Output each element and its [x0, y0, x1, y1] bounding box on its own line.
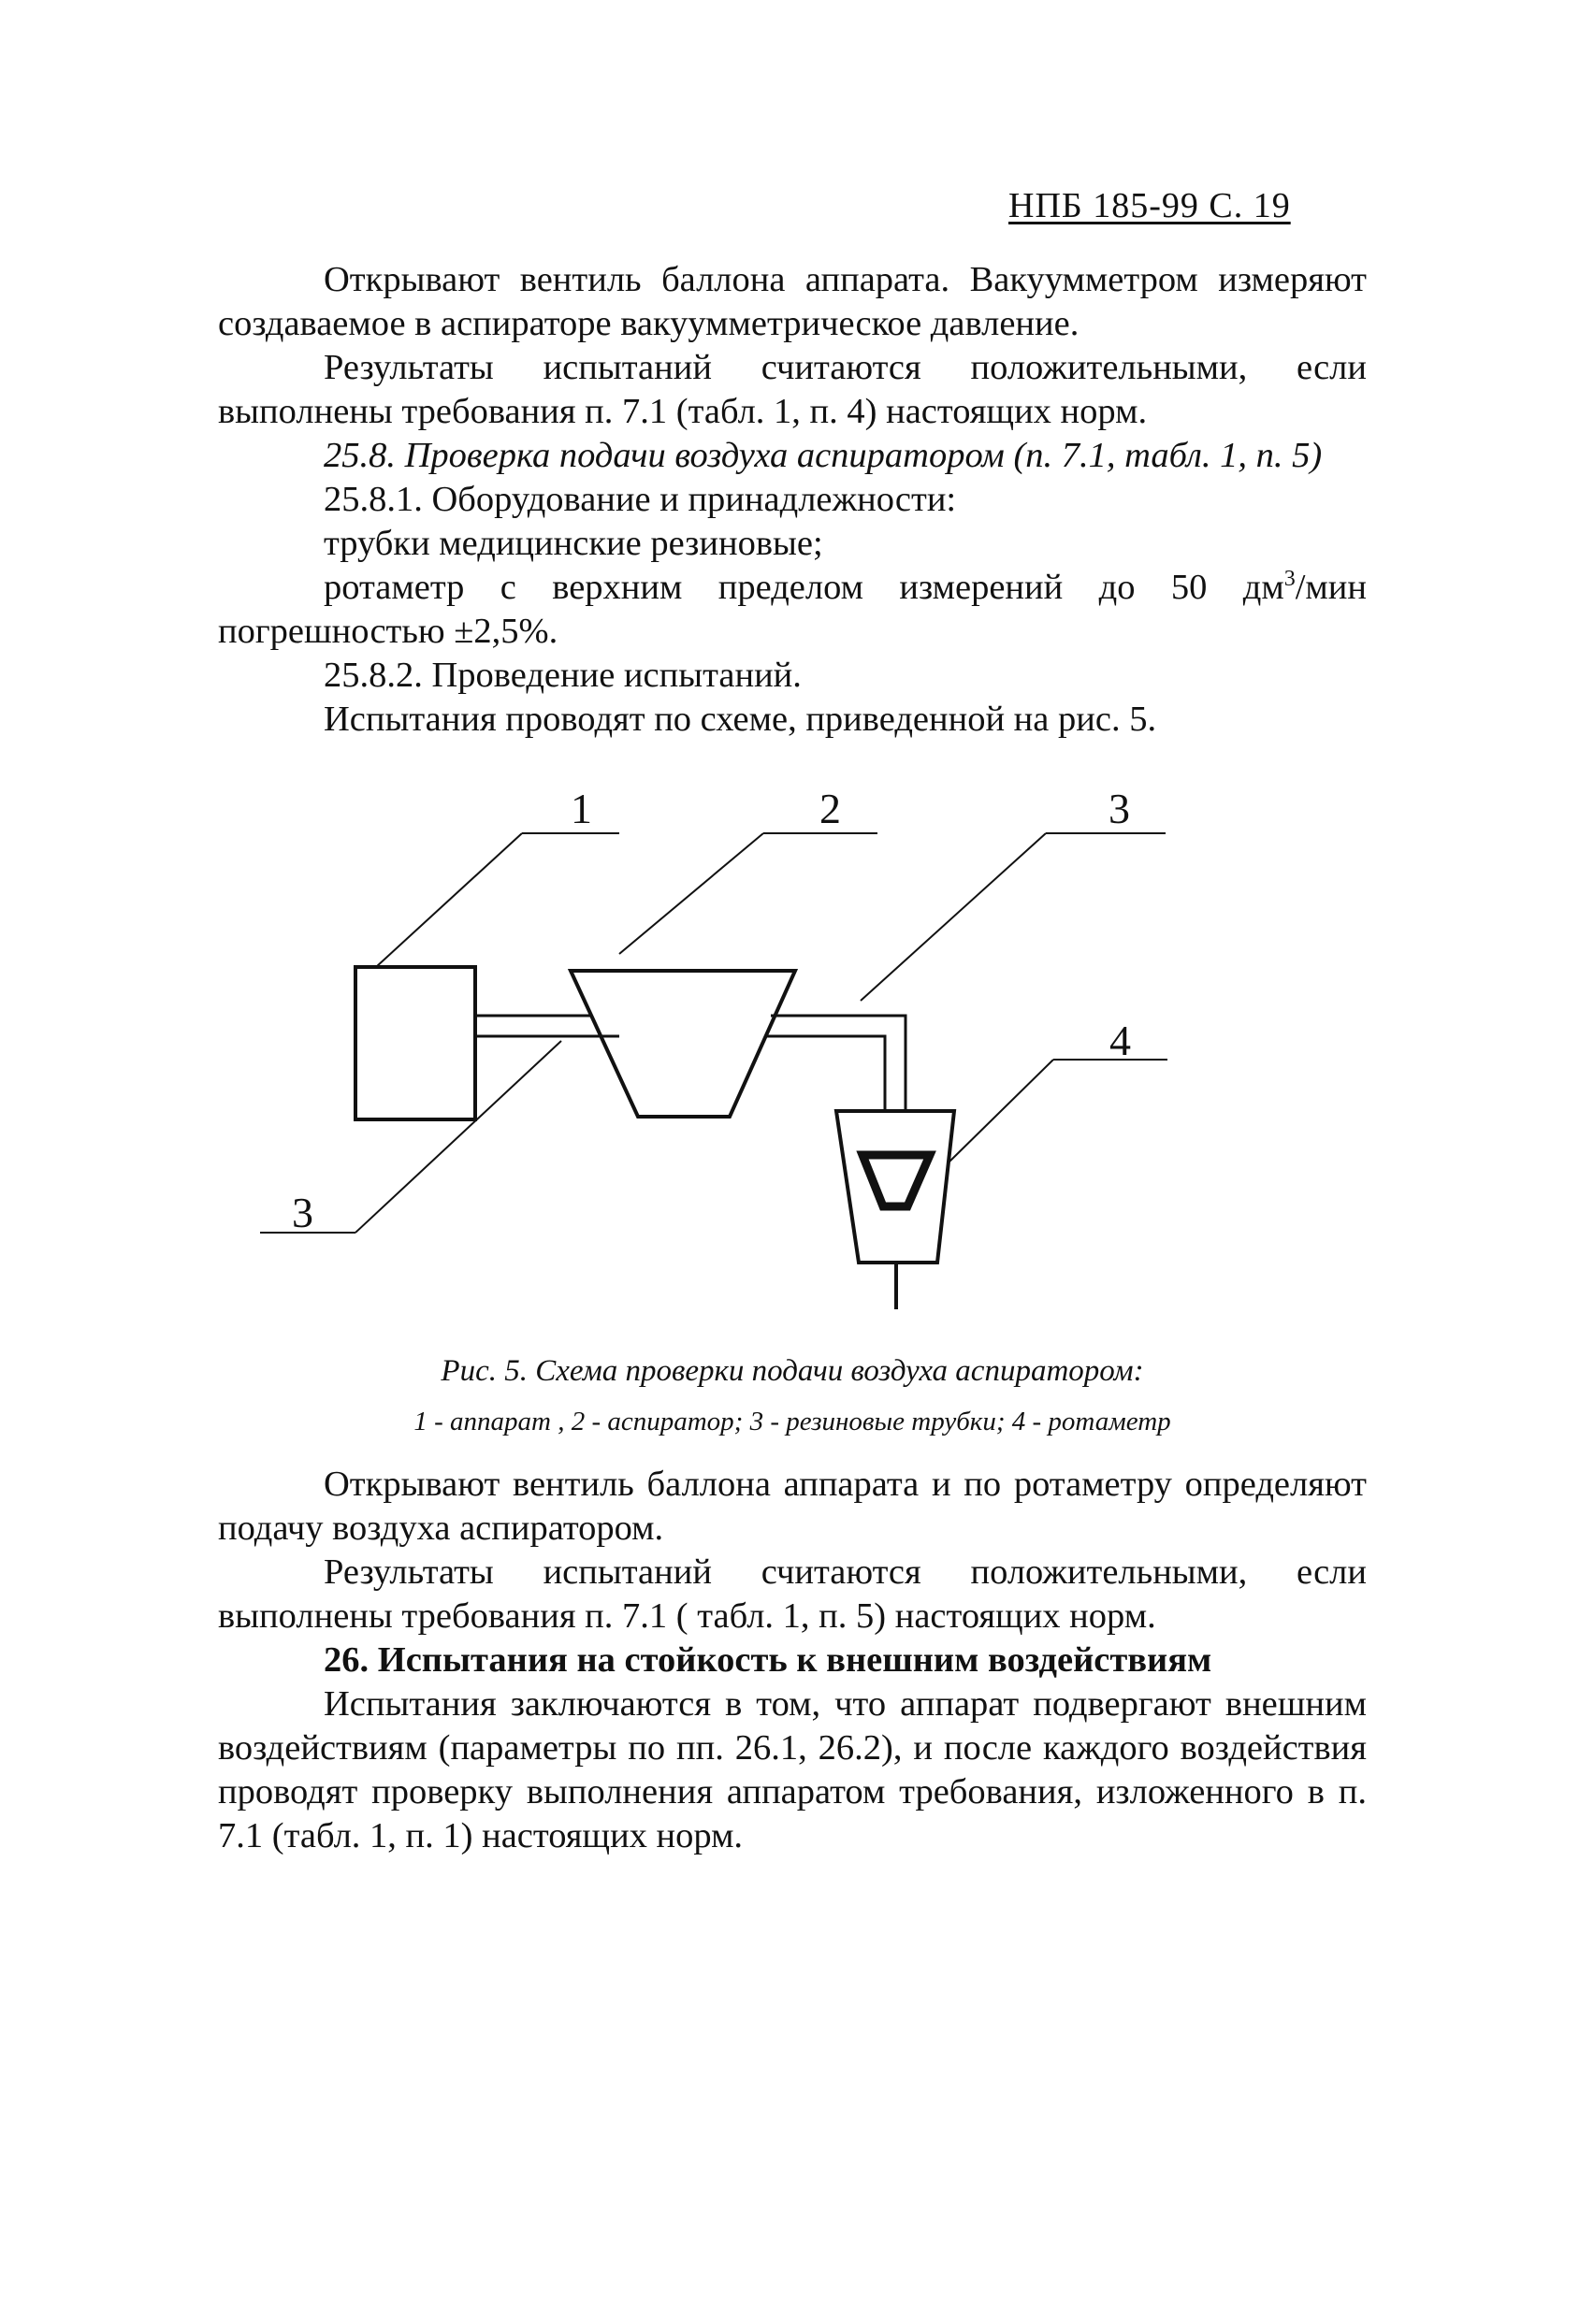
item-rubber-tubes: трубки медицинские резиновые;: [324, 524, 823, 563]
label-1: 1: [571, 785, 592, 832]
tube-right-inner: [765, 1036, 885, 1109]
figure-caption-title: Рис. 5. Схема проверки подачи воздуха аспиратором:: [441, 1354, 1144, 1388]
leader-line-4: [948, 1060, 1053, 1163]
leader-line-2: [619, 833, 763, 954]
label-3-top: 3: [1109, 785, 1130, 832]
section-26-heading: 26. Испытания на стойкость к внешним воздействиям: [324, 1640, 1212, 1680]
paragraph-external-effects: Испытания заключаются в том, что аппарат подвергают внешним воздействиям (параметры по пп. 26.1, 26.2), и после каждого воздействия проводят проверку выполнения аппаратом требования, изложенного в п. 7.1 (табл. 1, п. 1) настоящих норм.: [218, 1684, 1367, 1855]
aspirator-trapezoid: [571, 971, 795, 1117]
label-2: 2: [819, 785, 841, 832]
rotameter-float: [862, 1155, 930, 1206]
page-header: НПБ 185-99 С. 19: [1008, 186, 1291, 225]
leader-line-1: [376, 833, 522, 967]
paragraph-result-4: Результаты испытаний считаются положительными, если выполнены требования п. 7.1 (табл. 1, п. 4) настоящих норм.: [218, 348, 1367, 431]
text-block-bottom: [218, 1463, 1367, 1858]
label-4: 4: [1109, 1017, 1131, 1064]
rotameter-text-end: /мин погрешностью ±2,5%.: [218, 568, 1367, 651]
label-3-bottom: 3: [292, 1189, 313, 1236]
paragraph-25-8-2: 25.8.2. Проведение испытаний.: [324, 656, 802, 695]
figure-caption-legend: 1 - аппарат , 2 - аспиратор; 3 - резиновые трубки; 4 - ротаметр: [413, 1407, 1171, 1436]
superscript-3: 3: [1283, 567, 1296, 592]
apparatus-box: [355, 967, 475, 1119]
paragraph-rotameter-check: Открывают вентиль баллона аппарата и по ротаметру определяют подачу воздуха аспиратором.: [218, 1465, 1367, 1548]
leader-line-3-top: [861, 833, 1046, 1001]
paragraph-25-8-1: 25.8.1. Оборудование и принадлежности:: [324, 480, 957, 519]
rotameter-body: [836, 1111, 954, 1263]
paragraph-scheme-ref: Испытания проводят по схеме, приведенной на рис. 5.: [324, 700, 1157, 739]
paragraph-result-5: Результаты испытаний считаются положительными, если выполнены требования п. 7.1 ( табл. 1, п. 5) настоящих норм.: [218, 1552, 1367, 1636]
section-25-8-title: 25.8. Проверка подачи воздуха аспиратором (п. 7.1, табл. 1, п. 5): [324, 436, 1323, 475]
rotameter-text-start: ротаметр с верхним пределом измерений до 50 дм: [324, 568, 1284, 607]
leader-line-3-bottom: [355, 1041, 561, 1233]
paragraph-valve: Открывают вентиль баллона аппарата. Вакуумметром измеряют создаваемое в аспираторе вакуумметрическое давление.: [218, 260, 1367, 343]
